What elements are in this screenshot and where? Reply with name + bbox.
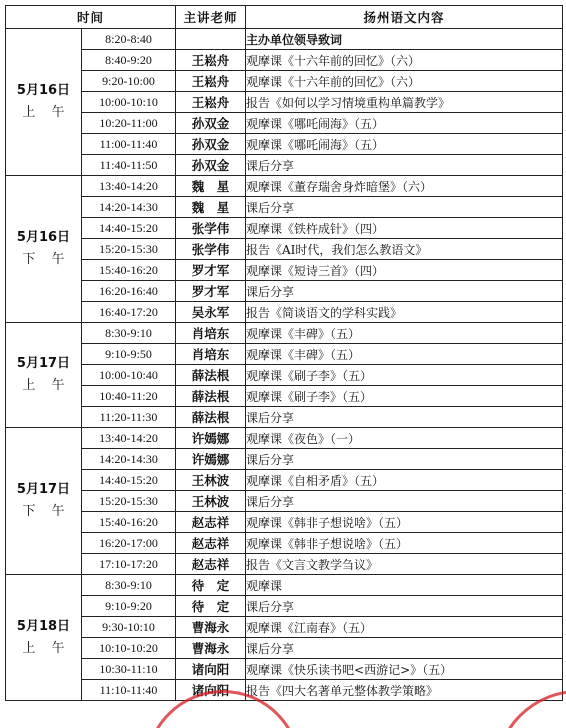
time-cell: 13:40-14:20 [82,428,176,449]
schedule-row [6,71,563,92]
time-cell: 14:40-15:20 [82,470,176,491]
content-cell: 观摩课《董存瑞舍身炸暗堡》（六） [246,176,563,197]
schedule-row [6,218,563,239]
content-cell: 观摩课《夜色》（一） [246,428,563,449]
content-cell: 课后分享 [246,638,563,659]
schedule-row [6,575,563,596]
teacher-cell: 张学伟 [176,218,246,239]
time-cell: 8:40-9:20 [82,50,176,71]
content-cell: 观摩课《丰碑》（五） [246,344,563,365]
session-date: 5月16日 [16,230,71,245]
header-teacher: 主讲老师 [176,6,246,29]
content-cell: 课后分享 [246,449,563,470]
content-cell: 课后分享 [246,407,563,428]
teacher-cell: 曹海永 [176,617,246,638]
schedule-row [6,386,563,407]
schedule-row [6,155,563,176]
schedule-row [6,113,563,134]
time-cell: 15:40-16:20 [82,512,176,533]
session-date: 5月18日 [16,618,71,634]
schedule-row [6,323,563,344]
content-cell: 课后分享 [246,197,563,218]
time-cell: 9:10-9:20 [82,596,176,617]
teacher-cell: 诸向阳 [176,659,246,680]
time-cell: 14:20-14:30 [82,197,176,218]
teacher-cell: 薛法根 [176,365,246,386]
session-cell [6,176,82,323]
teacher-cell: 罗才军 [176,260,246,281]
teacher-cell: 待 定 [176,596,246,617]
content-cell: 课后分享 [246,155,563,176]
content-cell: 课后分享 [246,596,563,617]
teacher-cell: 曹海永 [176,638,246,659]
session-date: 5月17日 [16,482,71,497]
teacher-cell: 罗才军 [176,281,246,302]
schedule-row [6,134,563,155]
teacher-cell: 王林波 [176,491,246,512]
schedule-row [6,197,563,218]
time-cell: 8:20-8:40 [82,29,176,50]
session-date: 5月16日 [16,83,71,98]
teacher-cell: 孙双金 [176,155,246,176]
content-cell: 观摩课《十六年前的回忆》（六） [246,50,563,71]
teacher-cell: 薛法根 [176,407,246,428]
schedule-row [6,239,563,260]
time-cell: 16:40-17:20 [82,302,176,323]
teacher-cell: 许嫣娜 [176,428,246,449]
content-cell: 报告《如何以学习情境重构单篇教学》 [246,92,563,113]
time-cell: 14:40-15:20 [82,218,176,239]
teacher-cell: 魏 星 [176,176,246,197]
teacher-cell: 吴永军 [176,302,246,323]
schedule-row [6,281,563,302]
teacher-cell: 魏 星 [176,197,246,218]
time-cell: 10:10-10:20 [82,638,176,659]
session-period: 下 午 [22,504,71,519]
time-cell: 11:20-11:30 [82,407,176,428]
teacher-cell: 待 定 [176,575,246,596]
content-cell: 观摩课 [246,575,563,596]
content-cell: 观摩课《江南春》（五） [246,617,563,638]
time-cell: 16:20-16:40 [82,281,176,302]
schedule-row [6,92,563,113]
teacher-cell: 许嫣娜 [176,449,246,470]
teacher-cell: 孙双金 [176,113,246,134]
time-cell: 9:20-10:00 [82,71,176,92]
time-cell: 9:30-10:10 [82,617,176,638]
session-cell [6,575,82,701]
content-cell: 观摩课《铁杵成针》（四） [246,218,563,239]
teacher-cell: 赵志祥 [176,512,246,533]
time-cell: 10:00-10:40 [82,365,176,386]
content-cell: 观摩课《丰碑》（五） [246,323,563,344]
teacher-cell: 诸向阳 [176,680,246,701]
content-cell: 报告《AI时代，我们怎么教语文》 [246,239,563,260]
time-cell: 11:10-11:40 [82,680,176,701]
teacher-cell: 赵志祥 [176,554,246,575]
teacher-cell: 王崧舟 [176,71,246,92]
schedule-row [6,512,563,533]
time-cell: 14:20-14:30 [82,449,176,470]
schedule-row [6,176,563,197]
time-cell: 16:20-17:00 [82,533,176,554]
header-content: 扬州语文内容 [246,6,563,29]
time-cell: 15:20-15:30 [82,491,176,512]
teacher-cell: 王崧舟 [176,92,246,113]
content-cell: 观摩课《韩非子想说啥》（五） [246,512,563,533]
teacher-cell [176,29,246,50]
teacher-cell: 肖培东 [176,323,246,344]
schedule-row [6,638,563,659]
teacher-cell: 张学伟 [176,239,246,260]
content-cell: 观摩课《韩非子想说啥》（五） [246,533,563,554]
content-cell: 报告《文言文教学刍议》 [246,554,563,575]
session-period: 下 午 [22,252,71,267]
session-period: 上 午 [22,640,71,656]
content-cell: 报告《简谈语文的学科实践》 [246,302,563,323]
teacher-cell: 肖培东 [176,344,246,365]
schedule-row [6,29,563,50]
header-row [6,6,563,29]
schedule-row [6,407,563,428]
time-cell: 10:00-10:10 [82,92,176,113]
teacher-cell: 王林波 [176,470,246,491]
schedule-row [6,344,563,365]
time-cell: 9:10-9:50 [82,344,176,365]
content-cell: 观摩课《短诗三首》（四） [246,260,563,281]
schedule-row [6,50,563,71]
time-cell: 10:20-11:00 [82,113,176,134]
time-cell: 11:40-11:50 [82,155,176,176]
schedule-body [6,29,563,701]
content-cell: 观摩课《快乐读书吧<西游记>》（五） [246,659,563,680]
schedule-row [6,680,563,701]
teacher-cell: 王崧舟 [176,50,246,71]
content-cell: 报告《四大名著单元整体教学策略》 [246,680,563,701]
time-cell: 15:20-15:30 [82,239,176,260]
header-time: 时间 [6,6,176,29]
time-cell: 17:10-17:20 [82,554,176,575]
time-cell: 8:30-9:10 [82,323,176,344]
schedule-row [6,260,563,281]
schedule-row [6,533,563,554]
schedule-row [6,449,563,470]
time-cell: 10:40-11:20 [82,386,176,407]
teacher-cell: 孙双金 [176,134,246,155]
schedule-table [5,5,563,701]
schedule-row [6,365,563,386]
session-period: 上 午 [22,378,71,393]
time-cell: 10:30-11:10 [82,659,176,680]
content-cell: 观摩课《哪吒闹海》（五） [246,134,563,155]
schedule-row [6,596,563,617]
teacher-cell: 赵志祥 [176,533,246,554]
schedule-row [6,428,563,449]
schedule-row [6,659,563,680]
content-cell: 主办单位领导致词 [246,29,563,50]
schedule-row [6,554,563,575]
time-cell: 13:40-14:20 [82,176,176,197]
schedule-row [6,491,563,512]
schedule-row [6,470,563,491]
time-cell: 15:40-16:20 [82,260,176,281]
schedule-row [6,302,563,323]
content-cell: 观摩课《刷子李》（五） [246,386,563,407]
time-cell: 8:30-9:10 [82,575,176,596]
session-date: 5月17日 [16,356,71,371]
content-cell: 观摩课《哪吒闹海》（五） [246,113,563,134]
session-period: 上 午 [22,105,71,120]
content-cell: 课后分享 [246,491,563,512]
schedule-row [6,617,563,638]
time-cell: 11:00-11:40 [82,134,176,155]
session-cell [6,323,82,428]
content-cell: 观摩课《十六年前的回忆》（六） [246,71,563,92]
session-cell [6,29,82,176]
content-cell: 观摩课《刷子李》（五） [246,365,563,386]
content-cell: 课后分享 [246,281,563,302]
content-cell: 观摩课《自相矛盾》（五） [246,470,563,491]
session-cell [6,428,82,575]
teacher-cell: 薛法根 [176,386,246,407]
